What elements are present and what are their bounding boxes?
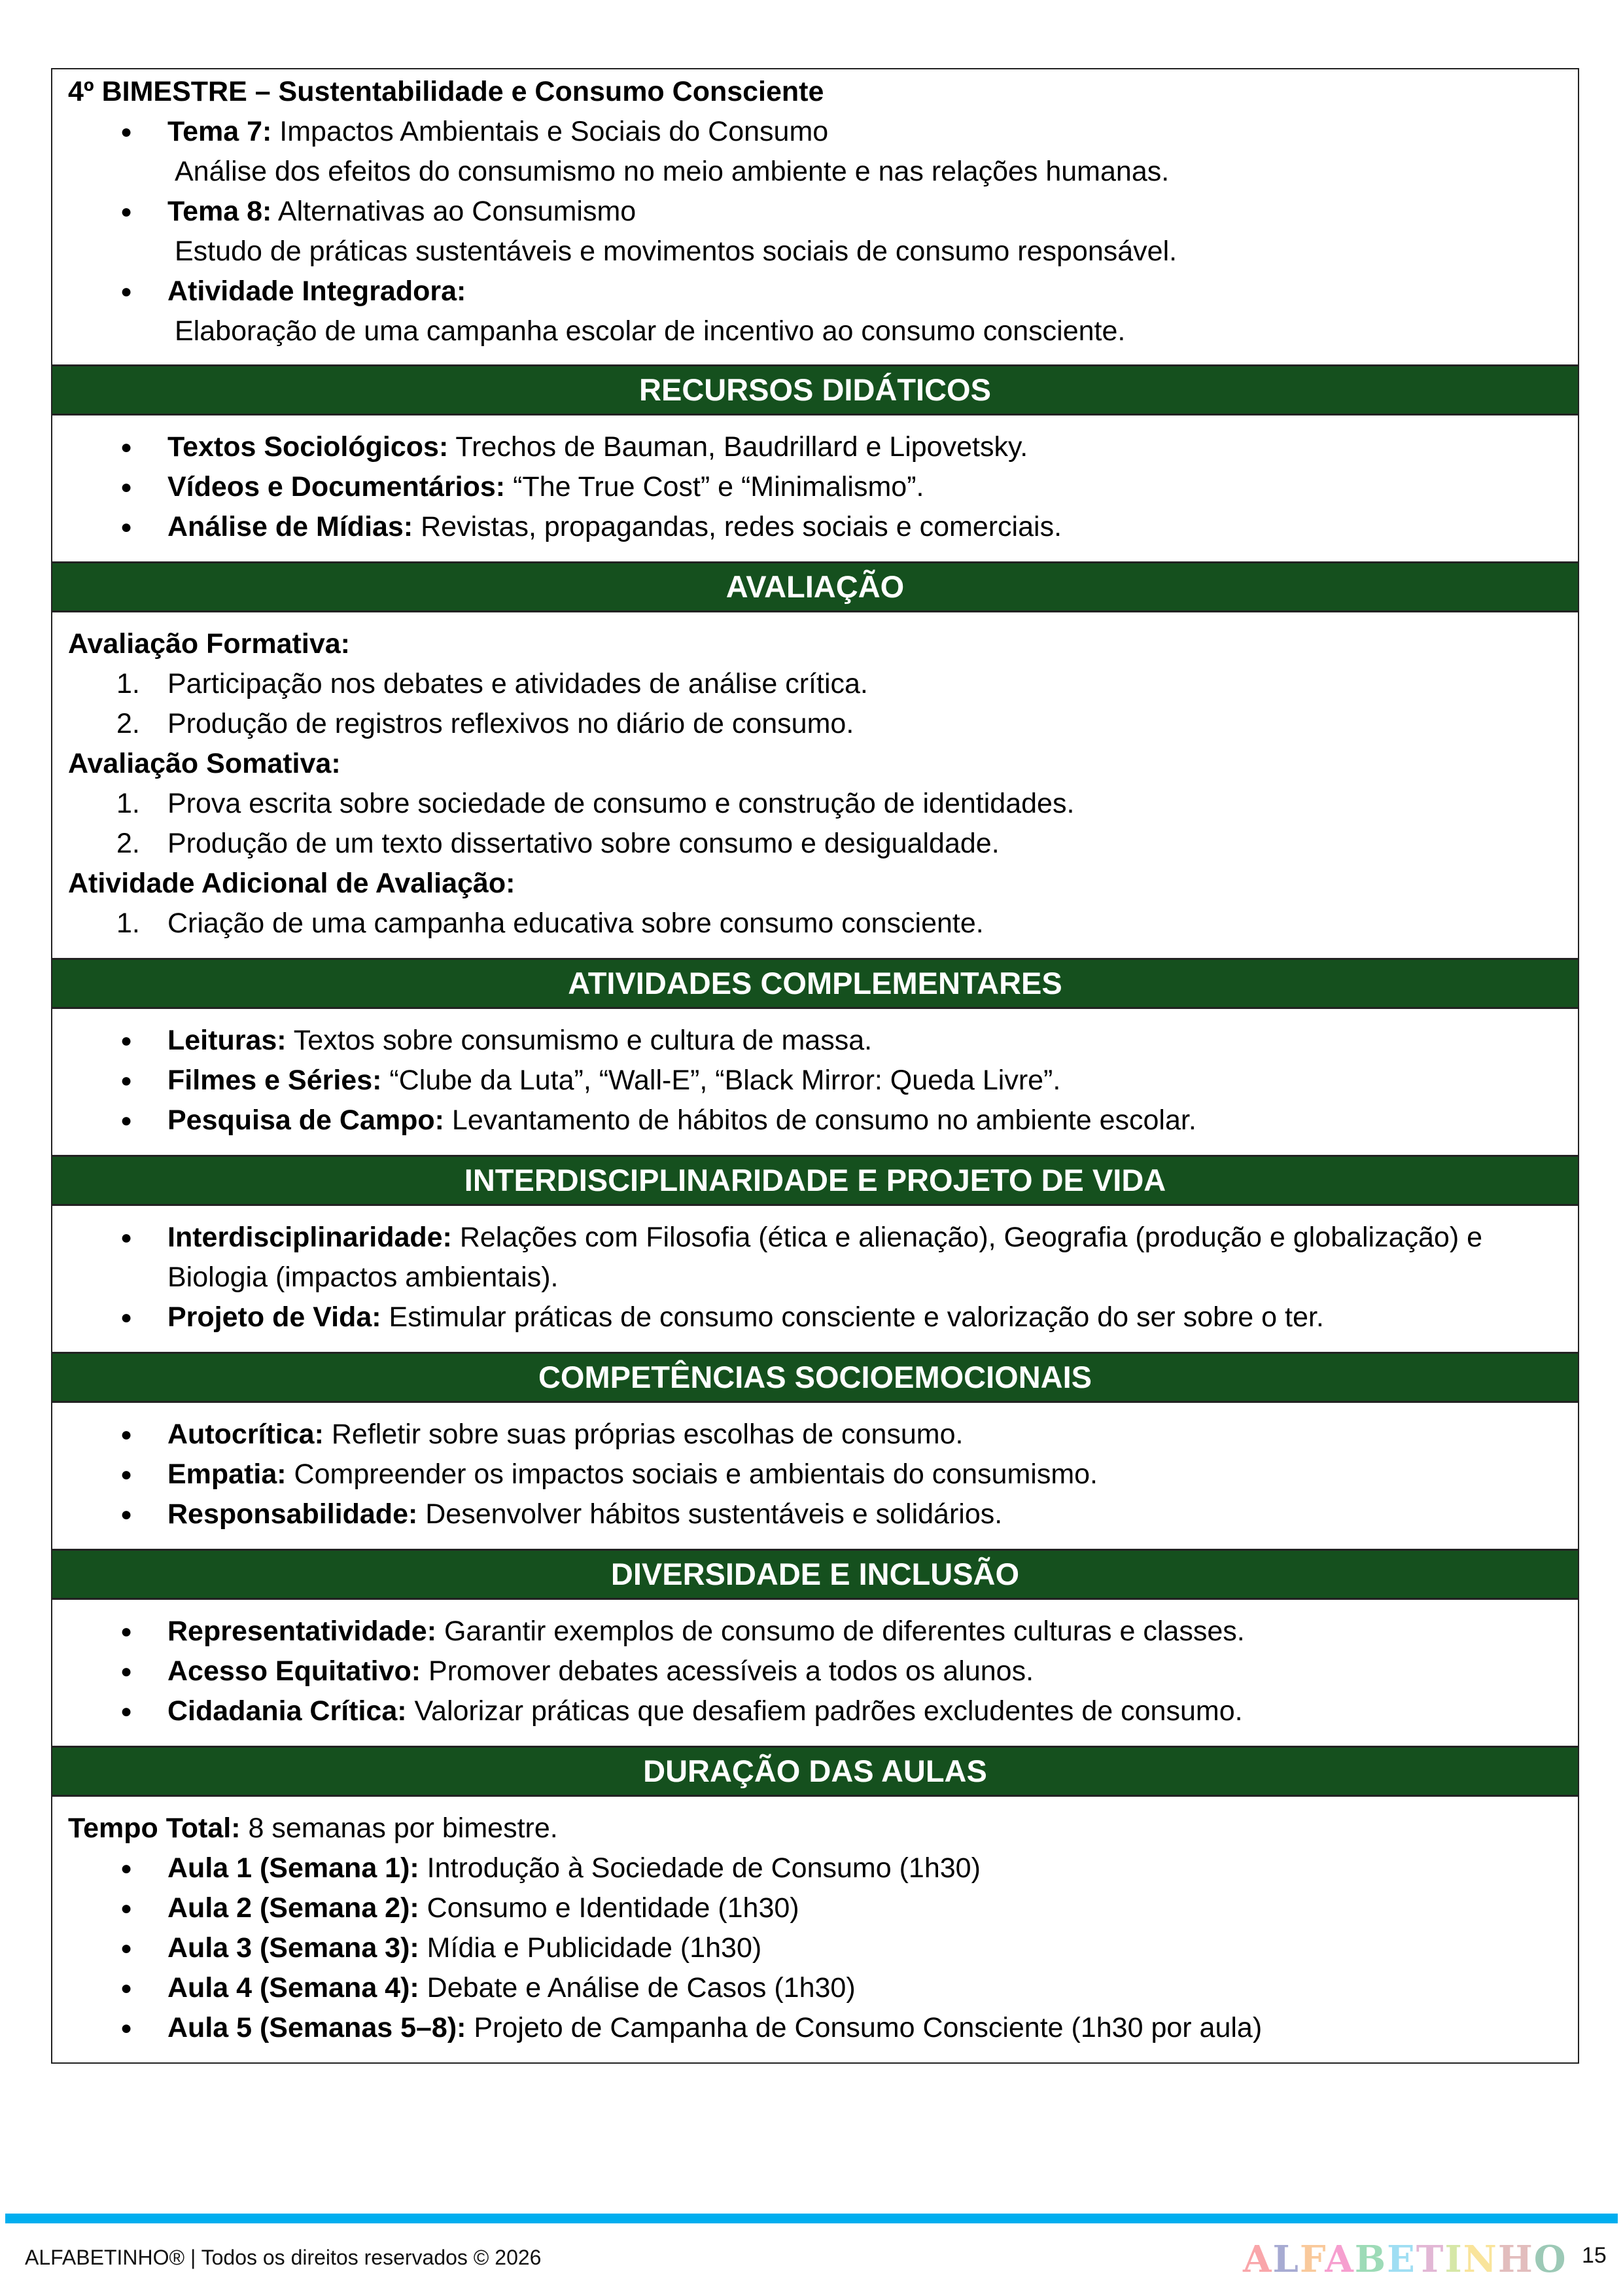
- recursos-section: [52, 415, 1578, 561]
- bullet-icon: ●: [120, 1110, 133, 1131]
- list-item: [68, 1888, 1562, 1928]
- numbered-list: [68, 664, 1562, 744]
- page-number: 15: [1582, 2243, 1607, 2268]
- list-number: 2.: [116, 708, 140, 739]
- item-label: Representatividade:: [167, 1616, 437, 1647]
- logo-letter: A: [1243, 2238, 1273, 2281]
- logo-letter: O: [1533, 2238, 1567, 2281]
- bullet-icon: ●: [120, 1977, 133, 1999]
- item-text: Introdução à Sociedade de Consumo (1h30): [419, 1852, 981, 1884]
- list-item: [68, 704, 1562, 744]
- lesson-plan-table: [51, 68, 1579, 2064]
- item-label: Atividade Integradora:: [167, 275, 466, 307]
- footer-copyright: ALFABETINHO® | Todos os direitos reservados © 2026: [25, 2246, 542, 2269]
- item-label: Aula 5 (Semanas 5–8):: [167, 2012, 466, 2043]
- list-item: [68, 1021, 1562, 1061]
- item-text: Levantamento de hábitos de consumo no ambiente escolar.: [444, 1104, 1196, 1136]
- item-text: Compreender os impactos sociais e ambientais do consumismo.: [286, 1458, 1098, 1490]
- list-item: [68, 1494, 1562, 1534]
- list-item: [68, 904, 1562, 944]
- brand-logo: [1243, 2238, 1567, 2281]
- section-header-complementares: ATIVIDADES COMPLEMENTARES: [52, 958, 1578, 1009]
- item-text: Valorizar práticas que desafiem padrões excludentes de consumo.: [406, 1695, 1243, 1727]
- item-description: Análise dos efeitos do consumismo no meio ambiente e nas relações humanas.: [175, 156, 1170, 187]
- item-label: Empatia:: [167, 1458, 287, 1490]
- bullet-icon: ●: [120, 2017, 133, 2039]
- interdisciplinaridade-list: [68, 1218, 1562, 1337]
- bullet-icon: ●: [120, 1030, 133, 1051]
- list-item: [68, 1218, 1562, 1298]
- group-title: Avaliação Somativa:: [68, 748, 341, 779]
- item-label: Aula 2 (Semana 2):: [167, 1892, 419, 1924]
- bimestre-title: 4º BIMESTRE – Sustentabilidade e Consumo Consciente: [68, 76, 824, 107]
- item-label: Autocrítica:: [167, 1419, 324, 1450]
- item-label: Filmes e Séries:: [167, 1065, 382, 1096]
- section-header-recursos: RECURSOS DIDÁTICOS: [52, 364, 1578, 415]
- group-title: Atividade Adicional de Avaliação:: [68, 868, 515, 899]
- item-text: Promover debates acessíveis a todos os alunos.: [421, 1655, 1034, 1687]
- list-item: [68, 1928, 1562, 1968]
- bimestre-section: [52, 69, 1578, 364]
- item-text: Projeto de Campanha de Consumo Consciente (1h30 por aula): [466, 2012, 1263, 2043]
- item-description: Estudo de práticas sustentáveis e movimentos sociais de consumo responsável.: [175, 236, 1178, 267]
- list-item: [68, 192, 1562, 232]
- section-header-interdisciplinaridade: INTERDISCIPLINARIDADE E PROJETO DE VIDA: [52, 1155, 1578, 1206]
- item-text: Impactos Ambientais e Sociais do Consumo: [271, 116, 829, 147]
- logo-letter: A: [1325, 2238, 1355, 2281]
- complementares-list: [68, 1021, 1562, 1140]
- item-label: Leituras:: [167, 1025, 287, 1056]
- item-label: Cidadania Crítica:: [167, 1695, 407, 1727]
- item-label: Acesso Equitativo:: [167, 1655, 421, 1687]
- bullet-icon: ●: [120, 476, 133, 498]
- item-text: Relações com Filosofia (ética e alienação), Geografia (produção e globalização) e Biologia (impactos ambientais).: [167, 1222, 1483, 1293]
- list-item: [68, 1455, 1562, 1494]
- item-text: Textos sobre consumismo e cultura de massa.: [286, 1025, 873, 1056]
- list-item: [68, 1101, 1562, 1140]
- logo-letter: I: [1444, 2238, 1463, 2281]
- list-item: [68, 1061, 1562, 1101]
- list-item: [68, 1415, 1562, 1455]
- list-number: 1.: [116, 668, 140, 699]
- bullet-icon: ●: [120, 1898, 133, 1919]
- recursos-list: [68, 427, 1562, 547]
- list-item: [68, 664, 1562, 704]
- item-text: “Clube da Luta”, “Wall-E”, “Black Mirror: Queda Livre”.: [381, 1065, 1061, 1096]
- tempo-total-label: Tempo Total:: [68, 1812, 241, 1844]
- item-label: Aula 4 (Semana 4):: [167, 1972, 419, 2004]
- list-number: 1.: [116, 788, 140, 819]
- item-label: Responsabilidade:: [167, 1498, 418, 1530]
- logo-letter: H: [1497, 2238, 1534, 2281]
- bullet-icon: ●: [120, 1621, 133, 1642]
- list-item: [68, 1968, 1562, 2008]
- item-label: Aula 1 (Semana 1):: [167, 1852, 419, 1884]
- item-text: Mídia e Publicidade (1h30): [419, 1932, 762, 1964]
- list-number: 2.: [116, 828, 140, 859]
- bullet-icon: ●: [120, 1424, 133, 1445]
- item-text: Criação de uma campanha educativa sobre consumo consciente.: [167, 908, 984, 939]
- bullet-icon: ●: [120, 516, 133, 538]
- list-item: [68, 824, 1562, 864]
- bullet-icon: ●: [120, 1227, 133, 1248]
- item-text: Consumo e Identidade (1h30): [419, 1892, 799, 1924]
- list-number: 1.: [116, 908, 140, 939]
- section-header-competencias: COMPETÊNCIAS SOCIOEMOCIONAIS: [52, 1352, 1578, 1403]
- item-text: Estimular práticas de consumo consciente e valorização do ser sobre o ter.: [381, 1301, 1324, 1333]
- aulas-list: [68, 1848, 1562, 2048]
- item-text: Desenvolver hábitos sustentáveis e solidários.: [417, 1498, 1003, 1530]
- bullet-icon: ●: [120, 1504, 133, 1525]
- bullet-icon: ●: [120, 281, 133, 302]
- competencias-list: [68, 1415, 1562, 1534]
- logo-letter: F: [1299, 2238, 1325, 2281]
- logo-letter: B: [1354, 2238, 1387, 2281]
- tempo-total-text: 8 semanas por bimestre.: [240, 1812, 558, 1844]
- item-text: Revistas, propagandas, redes sociais e comerciais.: [413, 511, 1062, 542]
- item-label: Interdisciplinaridade:: [167, 1222, 452, 1253]
- item-text: Garantir exemplos de consumo de diferentes culturas e classes.: [436, 1616, 1245, 1647]
- bullet-icon: ●: [120, 1070, 133, 1091]
- bullet-icon: ●: [120, 1701, 133, 1722]
- avaliacao-section: [52, 612, 1578, 958]
- logo-letter: E: [1387, 2238, 1416, 2281]
- diversidade-section: [52, 1600, 1578, 1746]
- tempo-total: [68, 1809, 1562, 1848]
- bimestre-list: [68, 112, 1562, 351]
- item-label: Aula 3 (Semana 3):: [167, 1932, 419, 1964]
- list-item: [68, 784, 1562, 824]
- numbered-list: [68, 784, 1562, 864]
- list-item: [68, 467, 1562, 507]
- list-item: [68, 2008, 1562, 2048]
- list-item: [68, 1691, 1562, 1731]
- list-item: [68, 1651, 1562, 1691]
- item-text: Trechos de Bauman, Baudrillard e Lipovetsky.: [448, 431, 1028, 463]
- item-text: Participação nos debates e atividades de análise crítica.: [167, 668, 868, 699]
- item-text: Produção de um texto dissertativo sobre consumo e desigualdade.: [167, 828, 1000, 859]
- logo-letter: L: [1272, 2238, 1300, 2281]
- list-item: [68, 1298, 1562, 1337]
- item-label: Pesquisa de Campo:: [167, 1104, 444, 1136]
- complementares-section: [52, 1009, 1578, 1155]
- list-item: [68, 507, 1562, 547]
- group-title: Avaliação Formativa:: [68, 628, 350, 660]
- list-item: [68, 272, 1562, 311]
- bullet-icon: ●: [120, 121, 133, 143]
- item-label: Análise de Mídias:: [167, 511, 413, 542]
- item-label: Tema 7:: [167, 116, 272, 147]
- item-text: “The True Cost” e “Minimalismo”.: [505, 471, 924, 503]
- bullet-icon: ●: [120, 1307, 133, 1328]
- competencias-section: [52, 1403, 1578, 1549]
- item-text: Alternativas ao Consumismo: [271, 196, 637, 227]
- item-text: Prova escrita sobre sociedade de consumo e construção de identidades.: [167, 788, 1075, 819]
- bullet-icon: ●: [120, 201, 133, 222]
- list-item: [68, 112, 1562, 152]
- list-item: [68, 1848, 1562, 1888]
- interdisciplinaridade-section: [52, 1206, 1578, 1352]
- item-text: Refletir sobre suas próprias escolhas de consumo.: [323, 1419, 964, 1450]
- footer-divider: [5, 2214, 1618, 2223]
- item-label: Vídeos e Documentários:: [167, 471, 506, 503]
- bullet-icon: ●: [120, 1464, 133, 1485]
- section-header-avaliacao: AVALIAÇÃO: [52, 561, 1578, 612]
- list-item: [68, 427, 1562, 467]
- diversidade-list: [68, 1612, 1562, 1731]
- bullet-icon: ●: [120, 1858, 133, 1879]
- bullet-icon: ●: [120, 1937, 133, 1959]
- logo-letter: N: [1463, 2238, 1498, 2281]
- numbered-list: [68, 904, 1562, 944]
- item-label: Tema 8:: [167, 196, 272, 227]
- item-description: Elaboração de uma campanha escolar de incentivo ao consumo consciente.: [175, 315, 1126, 347]
- section-header-diversidade: DIVERSIDADE E INCLUSÃO: [52, 1549, 1578, 1600]
- list-item: [68, 1612, 1562, 1651]
- bullet-icon: ●: [120, 436, 133, 458]
- logo-letter: T: [1416, 2238, 1445, 2281]
- bullet-icon: ●: [120, 1661, 133, 1682]
- item-text: Debate e Análise de Casos (1h30): [419, 1972, 856, 2004]
- duracao-section: [52, 1797, 1578, 2062]
- item-text: Produção de registros reflexivos no diário de consumo.: [167, 708, 854, 739]
- section-header-duracao: DURAÇÃO DAS AULAS: [52, 1746, 1578, 1797]
- item-label: Projeto de Vida:: [167, 1301, 381, 1333]
- item-label: Textos Sociológicos:: [167, 431, 449, 463]
